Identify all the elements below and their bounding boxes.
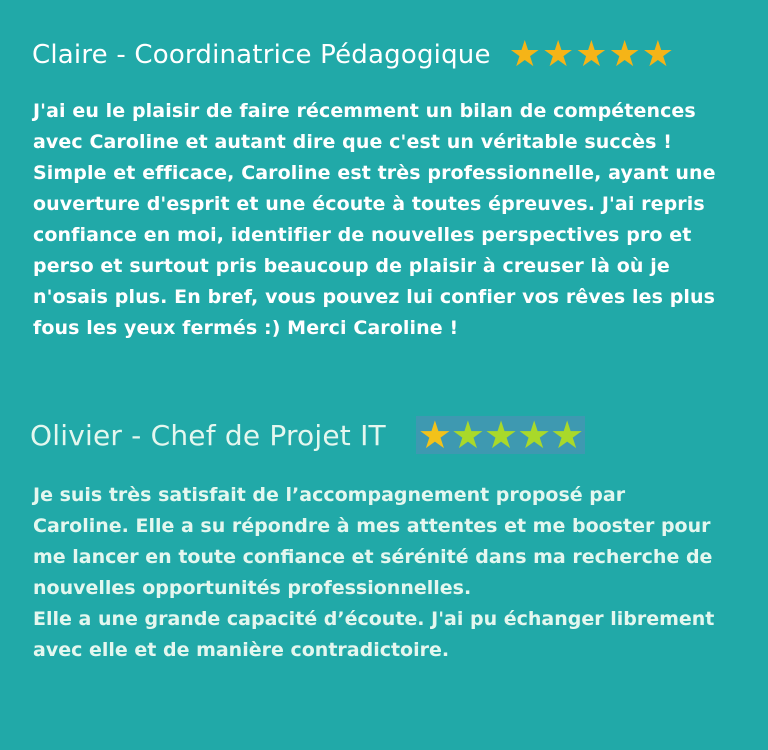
testimonial-text: Je suis très satisfait de l’accompagnement proposé par Caroline. Elle a su répondre à mes attentes et me booster pour me lancer en toute confiance et sérénité dans ma recherche de nouvelles opportunités professionnelles. Elle a une grande capacité d’écoute. J'ai pu échanger librement avec elle et de manière contradictoire. [33,484,715,661]
testimonial-claire [0,34,768,344]
star-icon: ★ [484,413,519,457]
star-rating [508,34,675,75]
star-icon: ★ [608,34,641,75]
star-rating [416,413,585,457]
star-icon: ★ [641,34,675,75]
testimonial-olivier [0,413,768,666]
star-icon: ★ [517,413,552,457]
star-icon: ★ [450,413,485,457]
reviewer-name: Olivier - Chef de Projet IT [30,418,386,452]
reviewer-name: Claire - Coordinatrice Pédagogique [32,40,491,70]
star-icon: ★ [575,34,608,75]
star-icon: ★ [550,413,585,457]
star-icon: ★ [541,34,575,75]
testimonial-header [0,413,768,457]
star-icon: ★ [508,34,541,75]
testimonial-header [0,34,768,76]
testimonial-text: J'ai eu le plaisir de faire récemment un bilan de compétences avec Caroline et autant dire que c'est un véritable succès ! Simple et efficace, Caroline est très professionnelle, ayant une ouverture d'esprit et une écoute à toutes épreuves. J'ai repris confiance en moi, identifier de nouvelles perspectives pro et perso et surtout pris beaucoup de plaisir à creuser là où je n'osais plus. En bref, vous pouvez lui confier vos rêves les plus fous les yeux fermés :) Merci Caroline ! [33,100,716,339]
star-icon: ★ [417,413,452,457]
